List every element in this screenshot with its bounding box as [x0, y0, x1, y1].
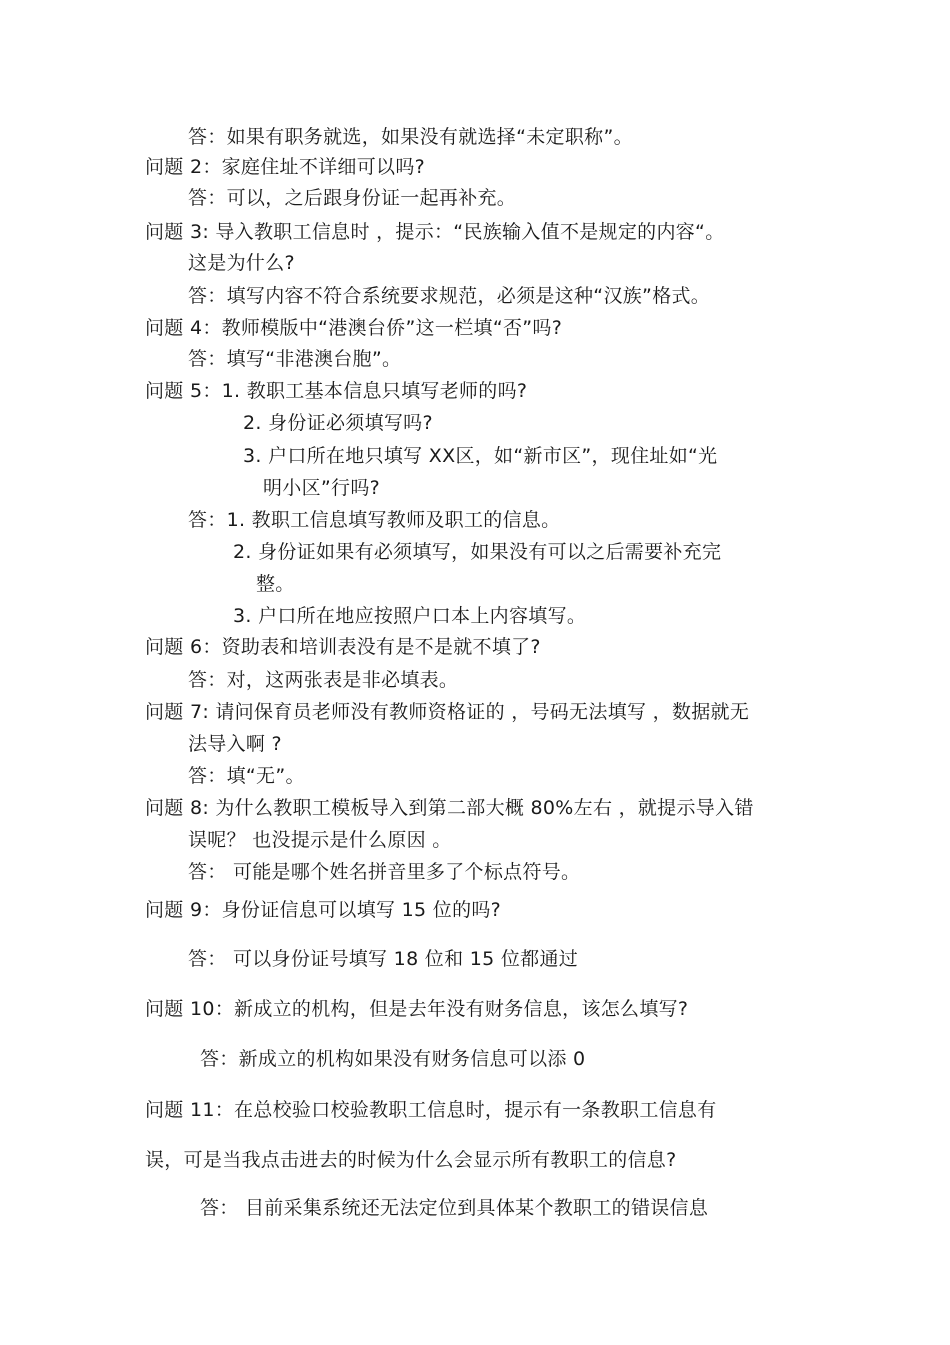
text-line-11: 3. 户口所在地只填写 XX区，如“新市区”，现住址如“光: [243, 445, 718, 467]
text-line-10: 2. 身份证必须填写吗?: [243, 412, 433, 434]
text-line-16: 3. 户口所在地应按照户口本上内容填写。: [233, 605, 587, 627]
text-line-3: 答：可以，之后跟身份证一起再补充。: [188, 187, 517, 209]
text-line-30: 误，可是当我点击进去的时候为什么会显示所有教职工的信息?: [145, 1149, 677, 1171]
text-line-1: 答：如果有职务就选，如果没有就选择“未定职称”。: [188, 126, 633, 148]
text-line-5: 这是为什么?: [188, 252, 295, 274]
text-line-18: 答：对，这两张表是非必填表。: [188, 669, 459, 691]
text-line-24: 答： 可能是哪个姓名拼音里多了个标点符号。: [188, 861, 581, 883]
text-line-25: 问题 9：身份证信息可以填写 15 位的吗?: [145, 899, 502, 921]
text-line-12: 明小区”行吗?: [263, 477, 381, 499]
text-line-21: 答：填“无”。: [188, 765, 305, 787]
text-line-2: 问题 2：家庭住址不详细可以吗?: [145, 156, 426, 178]
text-line-22: 问题 8: 为什么教职工模板导入到第二部大概 80%左右 ，就提示导入错: [145, 797, 754, 819]
text-line-13: 答：1. 教职工信息填写教师及职工的信息。: [188, 509, 561, 531]
text-line-6: 答：填写内容不符合系统要求规范，必须是这种“汉族”格式。: [188, 285, 711, 307]
text-line-29: 问题 11：在总校验口校验教职工信息时，提示有一条教职工信息有: [145, 1099, 717, 1121]
text-line-4: 问题 3: 导入教职工信息时 ，提示：“民族输入值不是规定的内容“。: [145, 221, 725, 243]
text-line-28: 答：新成立的机构如果没有财务信息可以添 0: [200, 1048, 586, 1070]
text-line-20: 法导入啊 ?: [188, 733, 282, 755]
text-line-17: 问题 6：资助表和培训表没有是不是就不填了?: [145, 636, 541, 658]
text-line-8: 答：填写“非港澳台胞”。: [188, 348, 402, 370]
text-line-23: 误呢？ 也没提示是什么原因 。: [188, 829, 452, 851]
text-line-19: 问题 7: 请问保育员老师没有教师资格证的 ，号码无法填写 ，数据就无: [145, 701, 750, 723]
text-line-7: 问题 4：教师模版中“港澳台侨”这一栏填“否”吗?: [145, 317, 563, 339]
text-line-9: 问题 5：1. 教职工基本信息只填写老师的吗?: [145, 380, 528, 402]
text-line-14: 2. 身份证如果有必须填写，如果没有可以之后需要补充完: [233, 541, 722, 563]
text-line-27: 问题 10：新成立的机构，但是去年没有财务信息，该怎么填写?: [145, 998, 689, 1020]
text-line-15: 整。: [256, 573, 295, 595]
text-line-26: 答： 可以身份证号填写 18 位和 15 位都通过: [188, 948, 579, 970]
text-line-31: 答： 目前采集系统还无法定位到具体某个教职工的错误信息: [200, 1197, 709, 1219]
